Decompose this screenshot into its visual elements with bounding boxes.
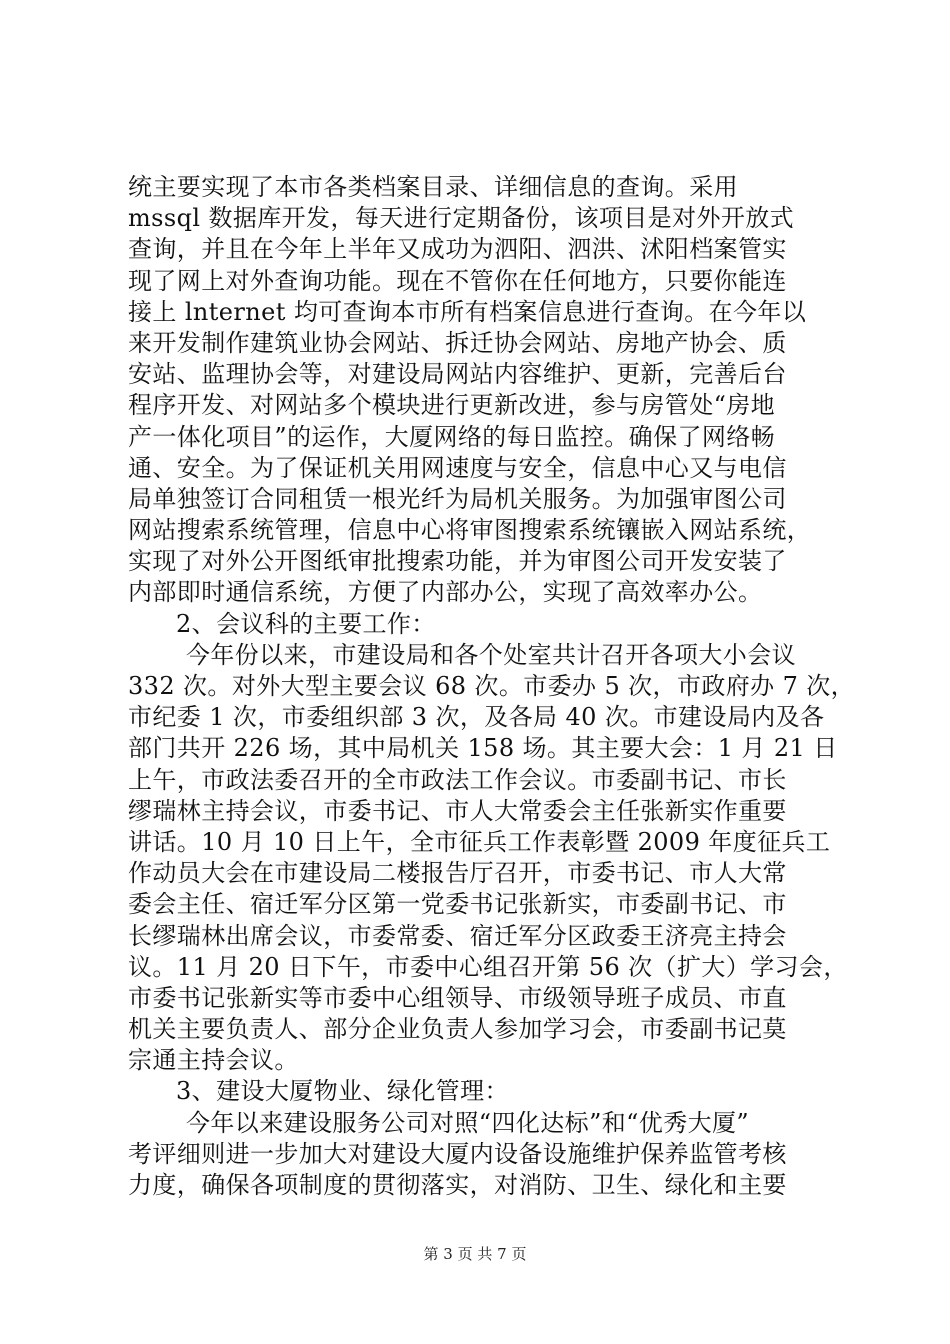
text-line: 上午，市政法委召开的全市政法工作会议。市委副书记、市长 (128, 765, 787, 794)
text-line: 来开发制作建筑业协会网站、拆迁协会网站、房地产协会、质 (128, 328, 787, 357)
section-heading: 2、会议科的主要工作： (176, 609, 436, 638)
text-line: mssql 数据库开发，每天进行定期备份，该项目是对外开放式 (128, 204, 795, 233)
text-line: 通、安全。为了保证机关用网速度与安全，信息中心又与电信 (128, 453, 787, 482)
text-line: 力度，确保各项制度的贯彻落实，对消防、卫生、绿化和主要 (128, 1171, 787, 1199)
text-line: 实现了对外公开图纸审批搜索功能，并为审图公司开发安装了 (128, 547, 787, 576)
text-line: 讲话。10 月 10 日上午，全市征兵工作表彰暨 2009 年度征兵工 (128, 827, 831, 856)
text-line: 接上 lnternet 均可查询本市所有档案信息进行查询。在今年以 (128, 297, 807, 326)
text-line: 宗通主持会议。 (128, 1046, 299, 1075)
text-line: 市纪委 1 次，市委组织部 3 次，及各局 40 次。市建设局内及各 (128, 703, 825, 732)
text-line: 部门共开 226 场，其中局机关 158 场。其主要大会：1 月 21 日 (128, 734, 838, 763)
text-line: 332 次。对外大型主要会议 68 次。市委办 5 次，市政府办 7 次， (128, 672, 856, 700)
text-line: 局单独签订合同租赁一根光纤为局机关服务。为加强审图公司 (128, 484, 787, 513)
text-line: 程序开发、对网站多个模块进行更新改进，参与房管处“房地 (128, 391, 776, 420)
text-line: 现了网上对外查询功能。现在不管你在任何地方，只要你能连 (128, 266, 787, 295)
section-heading: 3、建设大厦物业、绿化管理： (176, 1077, 509, 1106)
paragraph-first-line: 今年份以来，市建设局和各个处室共计召开各项大小会议 (186, 640, 796, 669)
page-footer: 第 3 页 共 7 页 (423, 1245, 527, 1263)
text-line: 网站搜索系统管理，信息中心将审图搜索系统镶嵌入网站系统， (128, 516, 812, 545)
body-text (128, 172, 856, 1201)
text-line: 委会主任、宿迁军分区第一党委书记张新实，市委副书记、市 (128, 890, 787, 919)
text-line: 市委书记张新实等市委中心组领导、市级领导班子成员、市直 (128, 983, 787, 1012)
text-line: 考评细则进一步加大对建设大厦内设备设施维护保养监管考核 (128, 1139, 787, 1168)
text-line: 统主要实现了本市各类档案目录、详细信息的查询。采用 (128, 173, 738, 201)
text-line: 机关主要负责人、部分企业负责人参加学习会，市委副书记莫 (128, 1015, 787, 1044)
text-line: 作动员大会在市建设局二楼报告厅召开，市委书记、市人大常 (128, 859, 787, 888)
text-line: 内部即时通信系统，方便了内部办公，实现了高效率办公。 (128, 578, 763, 607)
paragraph-first-line: 今年以来建设服务公司对照“四化达标”和“优秀大厦” (186, 1108, 750, 1137)
text-line: 产一体化项目”的运作，大厦网络的每日监控。确保了网络畅 (128, 422, 776, 451)
text-line: 安站、监理协会等，对建设局网站内容维护、更新，完善后台 (128, 360, 787, 389)
text-line: 查询，并且在今年上半年又成功为泗阳、泗洪、沭阳档案管实 (128, 235, 787, 264)
text-line: 长缪瑞林出席会议，市委常委、宿迁军分区政委王济亮主持会 (128, 921, 787, 950)
text-line: 缪瑞林主持会议，市委书记、市人大常委会主任张新实作重要 (128, 796, 787, 825)
text-line: 议。11 月 20 日下午，市委中心组召开第 56 次（扩大）学习会， (128, 952, 848, 981)
